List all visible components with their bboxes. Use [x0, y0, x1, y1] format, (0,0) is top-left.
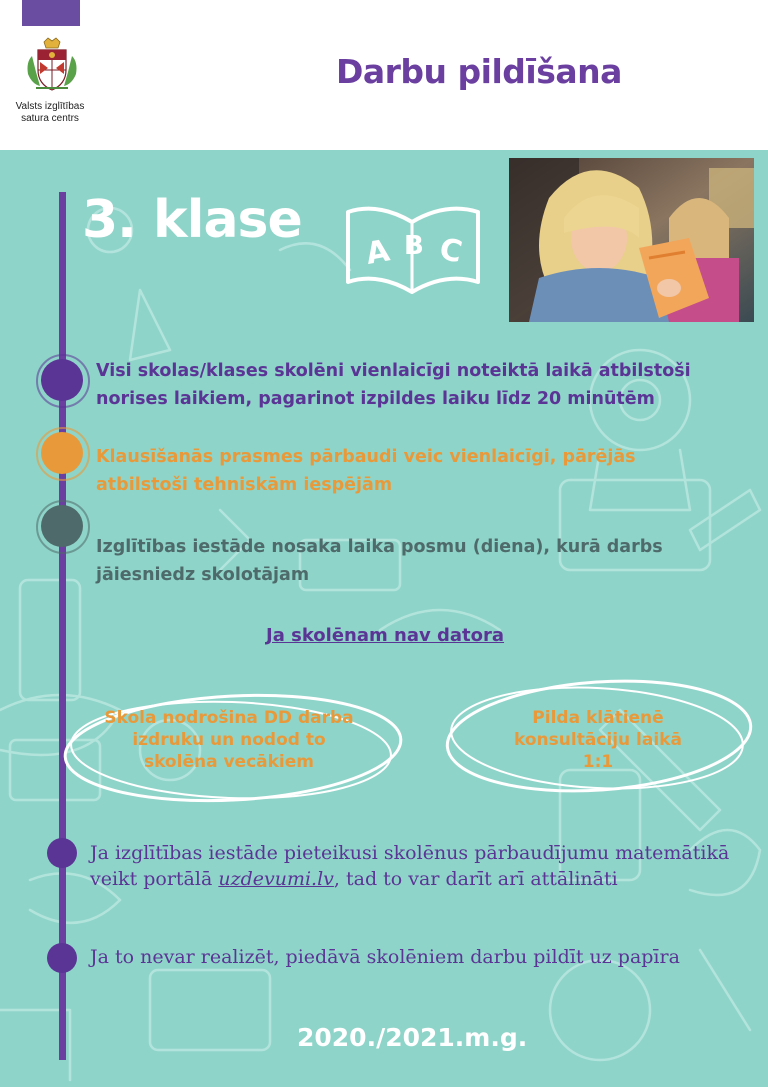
remote-text-before: Ja izglītības iestāde pieteikusi skolēnus pārbaudījumu matemātikā veikt portālā	[90, 842, 730, 890]
school-year: 2020./2021.m.g.	[297, 1023, 528, 1052]
remote-option-text	[90, 840, 740, 892]
timeline-dot-5	[47, 943, 77, 973]
student-reading-photo	[509, 158, 754, 322]
no-computer-heading: Ja skolēnam nav datora	[266, 625, 505, 646]
header-accent-bar	[22, 0, 80, 26]
coat-of-arms-icon	[22, 36, 82, 96]
timeline-line	[59, 192, 66, 1060]
abc-book-icon	[342, 192, 484, 296]
book-letter-a: A	[363, 233, 393, 272]
option-in-person: Pilda klātienē konsultāciju laikā 1:1	[514, 708, 682, 772]
remote-text-after: , tad to var darīt arī attālināti	[333, 868, 618, 890]
option-print-copy: Skola nodrošina DD darba izdruku un nodod to skolēna vecākiem	[104, 708, 354, 772]
timeline-item-2: Klausīšanās prasmes pārbaudi veic vienlaicīgi, pārējās atbilstoši tehniskām iespējām	[96, 447, 636, 495]
timeline-dot-3	[41, 505, 83, 547]
timeline-dot-4	[47, 838, 77, 868]
paper-option-text: Ja to nevar realizēt, piedāvā skolēniem darbu pildīt uz papīra	[90, 946, 680, 968]
book-letter-c: C	[436, 231, 466, 271]
grade-title: 3. klase	[82, 190, 302, 250]
timeline-item-1: Visi skolas/klases skolēni vienlaicīgi noteiktā laikā atbilstoši norises laikiem, pagarinot izpildes laiku līdz 20 minūtēm	[96, 361, 691, 409]
timeline-dot-1	[41, 359, 83, 401]
organization-name: Valsts izglītības satura centrs	[15, 101, 85, 124]
timeline-dot-2	[41, 432, 83, 474]
book-letter-b: B	[404, 231, 424, 261]
uzdevumi-link[interactable]: uzdevumi.lv	[218, 868, 334, 890]
header	[0, 0, 768, 150]
timeline-item-3: Izglītības iestāde nosaka laika posmu (diena), kurā darbs jāiesniedz skolotājam	[96, 537, 663, 585]
page-title: Darbu pildīšana	[336, 52, 622, 91]
